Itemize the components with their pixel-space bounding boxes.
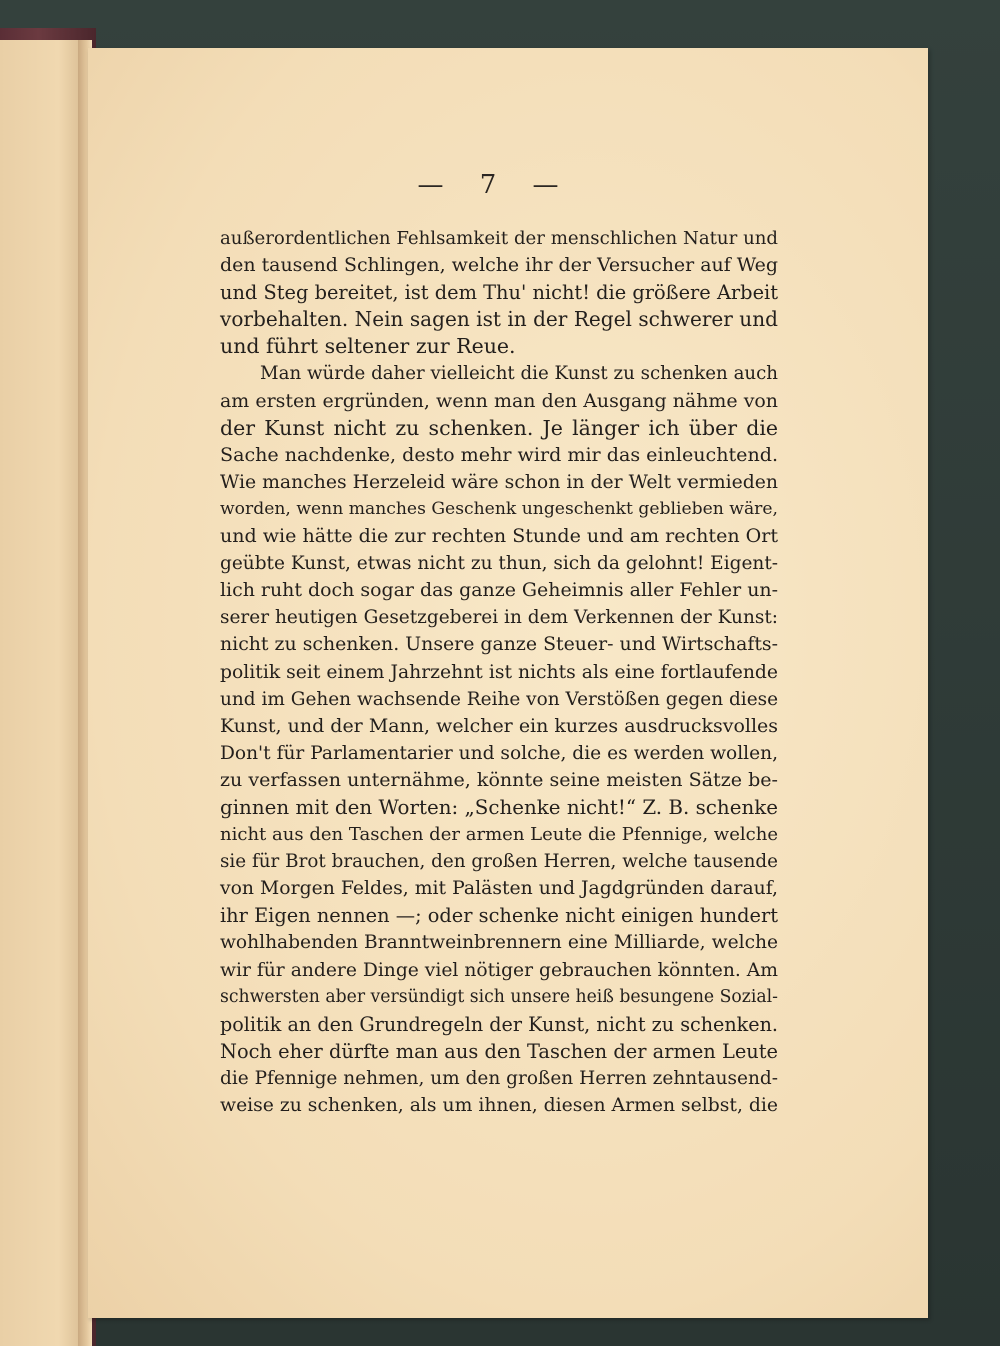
text-line: geübte Kunst, etwas nicht zu thun, sich da gelohnt! Eigent- xyxy=(220,553,778,575)
text-line: nicht zu schenken. Unsere ganze Steuer- und Wirtschafts- xyxy=(220,633,778,656)
text-line: sie für Brot brauchen, den großen Herren, welche tausende xyxy=(220,851,778,873)
text-line: serer heutigen Gesetzgeberei in dem Verkennen der Kunst: xyxy=(220,607,778,629)
text-line: worden, wenn manches Geschenk ungeschenkt geblieben wäre, xyxy=(220,498,778,519)
text-line: nicht aus den Taschen der armen Leute die Pfennige, welche xyxy=(220,824,778,846)
text-line: Noch eher dürfte man aus den Taschen der armen Leute xyxy=(220,1039,778,1063)
text-line: politik an den Grundregeln der Kunst, nicht zu schenken. xyxy=(220,1012,778,1036)
text-line: zu verfassen unternähme, könnte seine meisten Sätze be- xyxy=(220,768,778,791)
text-line: den tausend Schlingen, welche ihr der Versucher auf Weg xyxy=(220,254,778,277)
text-line: und wie hätte die zur rechten Stunde und am rechten Ort xyxy=(220,525,778,548)
text-line: Sache nachdenke, desto mehr wird mir das einleuchtend. xyxy=(220,443,779,466)
text-line: politik seit einem Jahrzehnt ist nichts als eine fortlaufende xyxy=(220,661,778,683)
text-line: Man würde daher vielleicht die Kunst zu schenken auch xyxy=(260,363,778,385)
text-line: schwersten aber versündigt sich unsere heiß besungene Sozial- xyxy=(220,986,778,1007)
text-line: von Morgen Feldes, mit Palästen und Jagdgründen darauf, xyxy=(220,878,778,900)
text-line: Don't für Parlamentarier und solche, die es werden wollen, xyxy=(220,742,778,764)
body-text xyxy=(220,225,778,1119)
text-line: Wie manches Herzeleid wäre schon in der Welt vermieden xyxy=(220,471,778,493)
text-line: ihr Eigen nennen —; oder schenke nicht einigen hundert xyxy=(220,904,778,928)
text-line: der Kunst nicht zu schenken. Je länger ich über die xyxy=(220,415,779,440)
text-line: wir für andere Dinge viel nötiger gebrauchen könnten. Am xyxy=(220,959,778,981)
text-line: ginnen mit den Worten: „Schenke nicht!“ Z. B. schenke xyxy=(220,795,778,819)
text-line: und führt seltener zur Reue. xyxy=(220,334,516,359)
left-page-edge xyxy=(0,40,84,1346)
page-number: — 7 — xyxy=(417,170,573,200)
text-line: am ersten ergründen, wenn man den Ausgang nähme von xyxy=(220,389,778,412)
text-line: lich ruht doch sogar das ganze Geheimnis aller Fehler un- xyxy=(220,579,778,602)
text-line: und Steg bereitet, ist dem Thu' nicht! die größere Arbeit xyxy=(220,281,778,305)
text-line: die Pfennige nehmen, um den großen Herren zehntausend- xyxy=(220,1067,778,1089)
text-line: außerordentlichen Fehlsamkeit der menschlichen Natur und xyxy=(220,228,778,249)
text-line: und im Gehen wachsende Reihe von Verstößen gegen diese xyxy=(220,688,778,710)
text-line: weise zu schenken, als um ihnen, diesen Armen selbst, die xyxy=(220,1095,778,1116)
text-line: vorbehalten. Nein sagen ist in der Regel schwerer und xyxy=(220,307,778,332)
text-line: Kunst, und der Mann, welcher ein kurzes ausdrucksvolles xyxy=(220,714,778,737)
text-line: wohlhabenden Branntweinbrennern eine Milliarde, welche xyxy=(220,932,778,954)
